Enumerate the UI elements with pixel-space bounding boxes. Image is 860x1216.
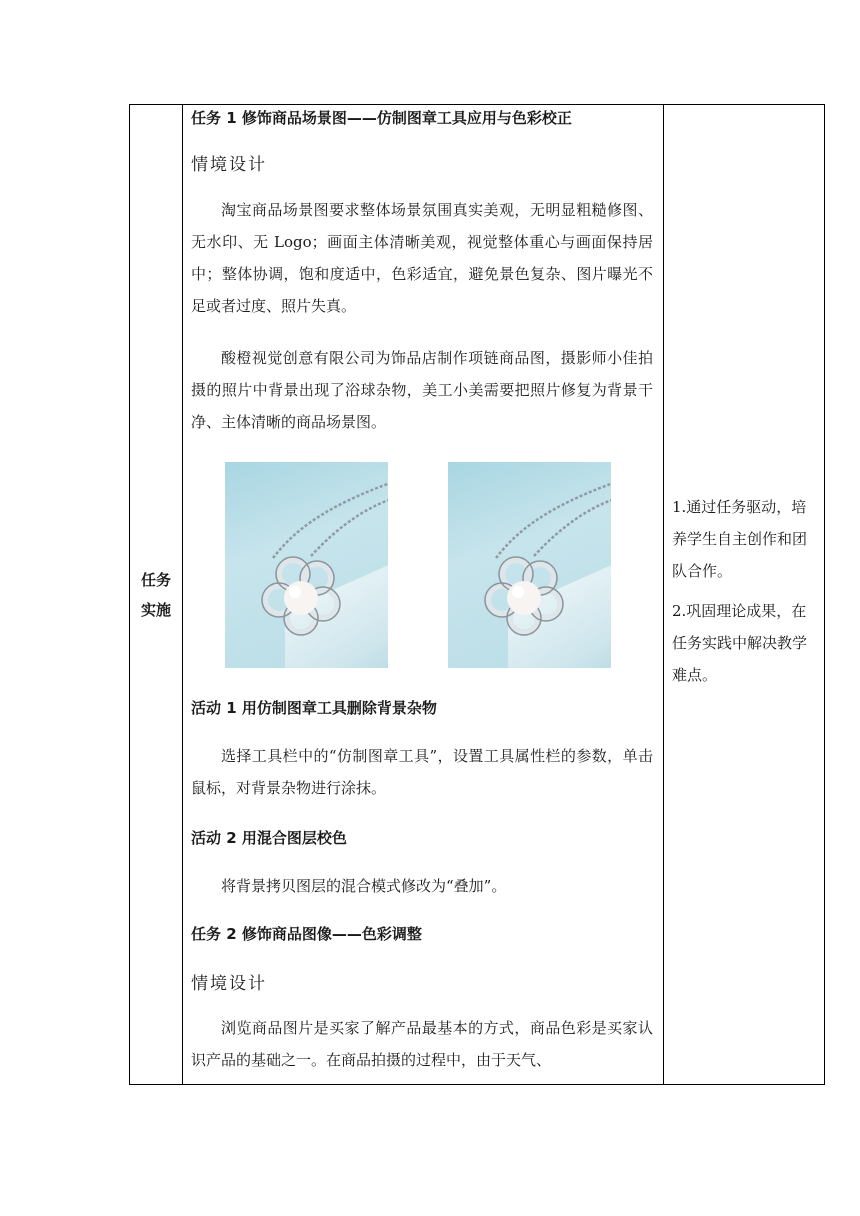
necklace-photo-after: [448, 462, 611, 668]
necklace-pendant-icon: [456, 462, 611, 668]
section-label-line1: 任务: [140, 570, 171, 589]
necklace-photo-before: [225, 462, 388, 668]
necklace-pendant-icon: [233, 462, 388, 668]
activity1-text: 选择工具栏中的“仿制图章工具”，设置工具属性栏的参数，单击鼠标，对背景杂物进行涂抹。: [191, 747, 653, 797]
content-cell: [183, 105, 664, 1085]
scene1-heading: 情境设计: [191, 155, 267, 175]
scene1-paragraph-2: 酸橙视觉创意有限公司为饰品店制作项链商品图，摄影师小佳拍摄的照片中背景出现了浴球杂物，美工小美需要把照片修复为背景干净、主体清晰的商品场景图。: [191, 349, 653, 431]
task2-title: 任务 2 修饰商品图像——色彩调整: [191, 925, 422, 943]
task1-title: 任务 1 修饰商品场景图——仿制图章工具应用与色彩校正: [191, 109, 572, 127]
lesson-table: [129, 104, 825, 1085]
activity2-text: 将背景拷贝图层的混合模式修改为“叠加”。: [221, 877, 507, 895]
note-2: 2.巩固理论成果，在任务实践中解决教学难点。: [672, 601, 808, 684]
notes-cell: [664, 105, 825, 1085]
section-label-line2: 实施: [140, 600, 171, 619]
note-1: 1.通过任务驱动，培养学生自主创作和团队合作。: [672, 497, 808, 580]
scene2-paragraph-1: 浏览商品图片是买家了解产品最基本的方式，商品色彩是买家认识产品的基础之一。在商品拍摄的过程中，由于天气、: [191, 1019, 653, 1069]
scene2-heading: 情境设计: [191, 974, 267, 994]
section-label-cell: [130, 105, 183, 1085]
scene1-paragraph-1: 淘宝商品场景图要求整体场景氛围真实美观，无明显粗糙修图、无水印、无 Logo；画面主体清晰美观，视觉整体重心与画面保持居中；整体协调，饱和度适中，色彩适宜，避免景色复杂、图片曝光不足或者过度、照片失真。: [191, 201, 653, 315]
activity1-title: 活动 1 用仿制图章工具删除背景杂物: [191, 699, 437, 717]
activity2-title: 活动 2 用混合图层校色: [191, 829, 347, 847]
